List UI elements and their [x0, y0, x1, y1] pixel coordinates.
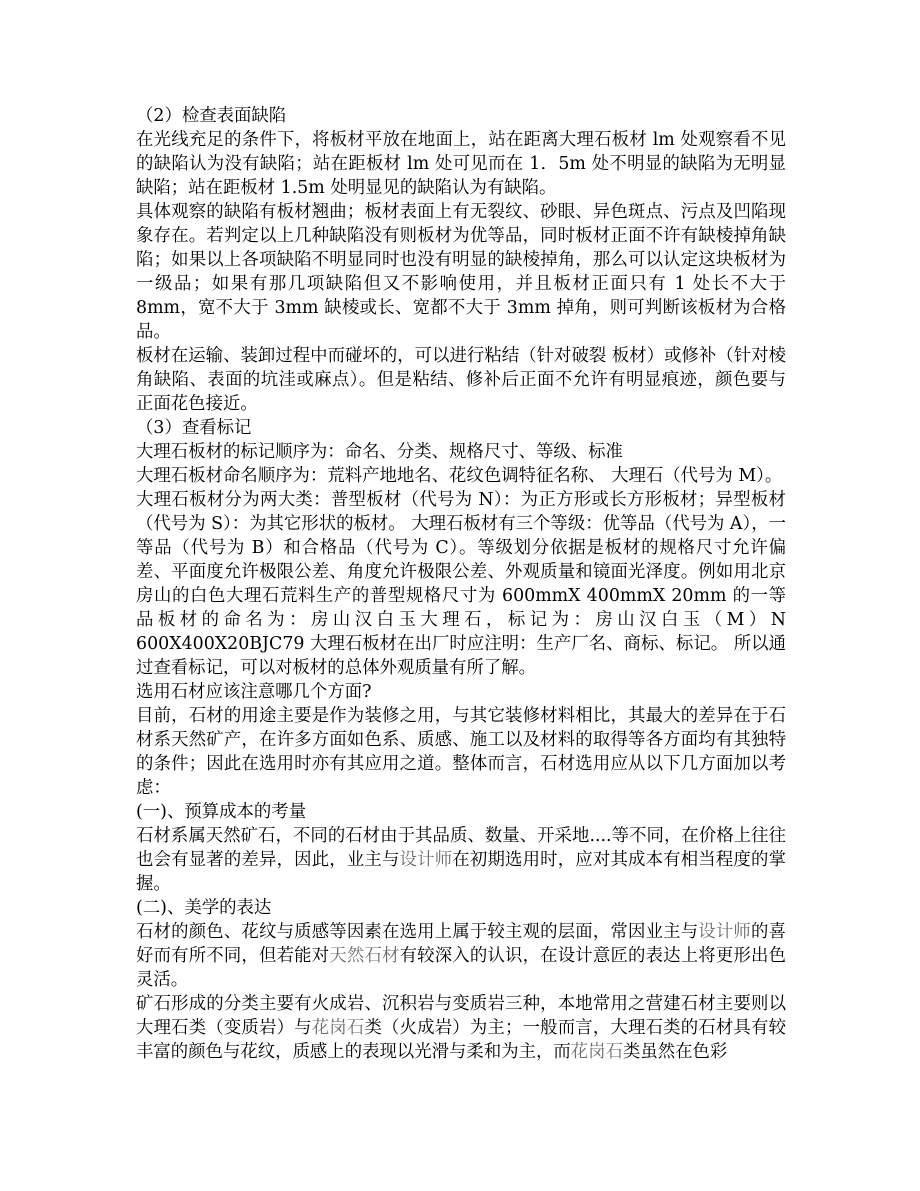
document-body [136, 104, 786, 1064]
section-heading-aesthetics: (二)、美学的表达 [136, 898, 272, 918]
keyword-link-designer[interactable]: 设计师 [698, 922, 751, 942]
paragraph-repair: 板材在运输、装卸过程中而碰坏的，可以进行粘结（针对破裂 板材）或修补（针对棱角缺陷、表面的坑洼或麻点）。但是粘结、修补后正面不允许有明显痕迹，颜色要与正面花色接近。 [136, 346, 786, 414]
paragraph-defect-grades: 具体观察的缺陷有板材翘曲；板材表面上有无裂纹、砂眼、异色斑点、污点及凹陷现象存在。若判定以上几种缺陷没有则板材为优等品，同时板材正面不许有缺棱掉角缺陷；如果以上各项缺陷不明显同时也没有明显的缺棱掉角，那么可以认定这块板材为一级品；如果有那几项缺陷但又不影响使用，并且板材正面只有 1 处长不大于 8mm，宽不大于 3mm 缺棱或长、宽都不大于 3mm 掉角，则可判断该板材为合格品。 [136, 202, 786, 342]
section-heading-check-marking: （3）查看标记 [136, 418, 252, 438]
keyword-link-designer[interactable]: 设计师 [399, 850, 453, 870]
keyword-link-granite[interactable]: 花岗石 [311, 1018, 365, 1038]
paragraph-introduction: 目前，石材的用途主要是作为装修之用，与其它装修材料相比，其最大的差异在于石材系天然矿产，在许多方面如色系、质感、施工以及材料的取得等各方面均有其独特的条件；因此在选用时亦有其应用之道。整体而言，石材选用应从以下几方面加以考虑： [136, 706, 786, 798]
paragraph-budget: 石材系属天然矿石，不同的石材由于其品质、数量、开采地....等不同，在价格上往往也会有显著的差异，因此，业主与设计师在初期选用时，应对其成本有相当程度的掌握。 [136, 826, 786, 894]
paragraph-aesthetics: 石材的颜色、花纹与质感等因素在选用上属于较主观的层面，常因业主与设计师的喜好而有所不同，但若能对天然石材有较深入的认识，在设计意匠的表达上将更形出色灵活。 [136, 922, 786, 990]
keyword-link-granite[interactable]: 花岗石 [570, 1042, 623, 1062]
paragraph-marking-order: 大理石板材的标记顺序为：命名、分类、规格尺寸、等级、标准 [136, 442, 623, 462]
keyword-link-natural-stone[interactable]: 天然石材 [329, 946, 400, 966]
question-heading: 选用石材应该注意哪几个方面? [136, 682, 372, 702]
paragraph-viewing-distance: 在光线充足的条件下，将板材平放在地面上，站在距离大理石板材 lm 处观察看不见的缺陷认为没有缺陷；站在距板材 lm 处可见而在 1．5m 处不明显的缺陷为无明显缺陷；站在距板材 1.5m 处明显见的缺陷认为有缺陷。 [136, 130, 786, 198]
paragraph-rock-types: 矿石形成的分类主要有火成岩、沉积岩与变质岩三种，本地常用之营建石材主要则以大理石类（变质岩）与花岗石类（火成岩）为主；一般而言，大理石类的石材具有较丰富的颜色与花纹，质感上的表现以光滑与柔和为主，而花岗石类虽然在色彩 [136, 994, 786, 1062]
section-heading-check-surface: （2）检查表面缺陷 [136, 106, 287, 126]
paragraph-naming-order: 大理石板材命名顺序为：荒料产地地名、花纹色调特征名称、 大理石（代号为 M）。 [136, 466, 783, 486]
paragraph-classification: 大理石板材分为两大类：普型板材（代号为 N）：为正方形或长方形板材；异型板材（代号为 S）：为其它形状的板材。 大理石板材有三个等级：优等品（代号为 A），一等品（代号为 B）和合格品（代号为 C）。等级划分依据是板材的规格尺寸允许偏差、平面度允许极限公差、角度允许极限公差、外观质量和镜面光泽度。例如用北京房山的白色大理石荒料生产的普型规格尺寸为 600mmX 400mmX 20mm 的一等品板材的命名为：房山汉白玉大理石，标记为：房山汉白玉（M）N 600X400X20BJC79 大理石板材在出厂时应注明：生产厂名、商标、标记。 所以通过查看标记，可以对板材的总体外观质量有所了解。 [136, 490, 786, 678]
section-heading-budget: (一)、预算成本的考量 [136, 802, 307, 822]
